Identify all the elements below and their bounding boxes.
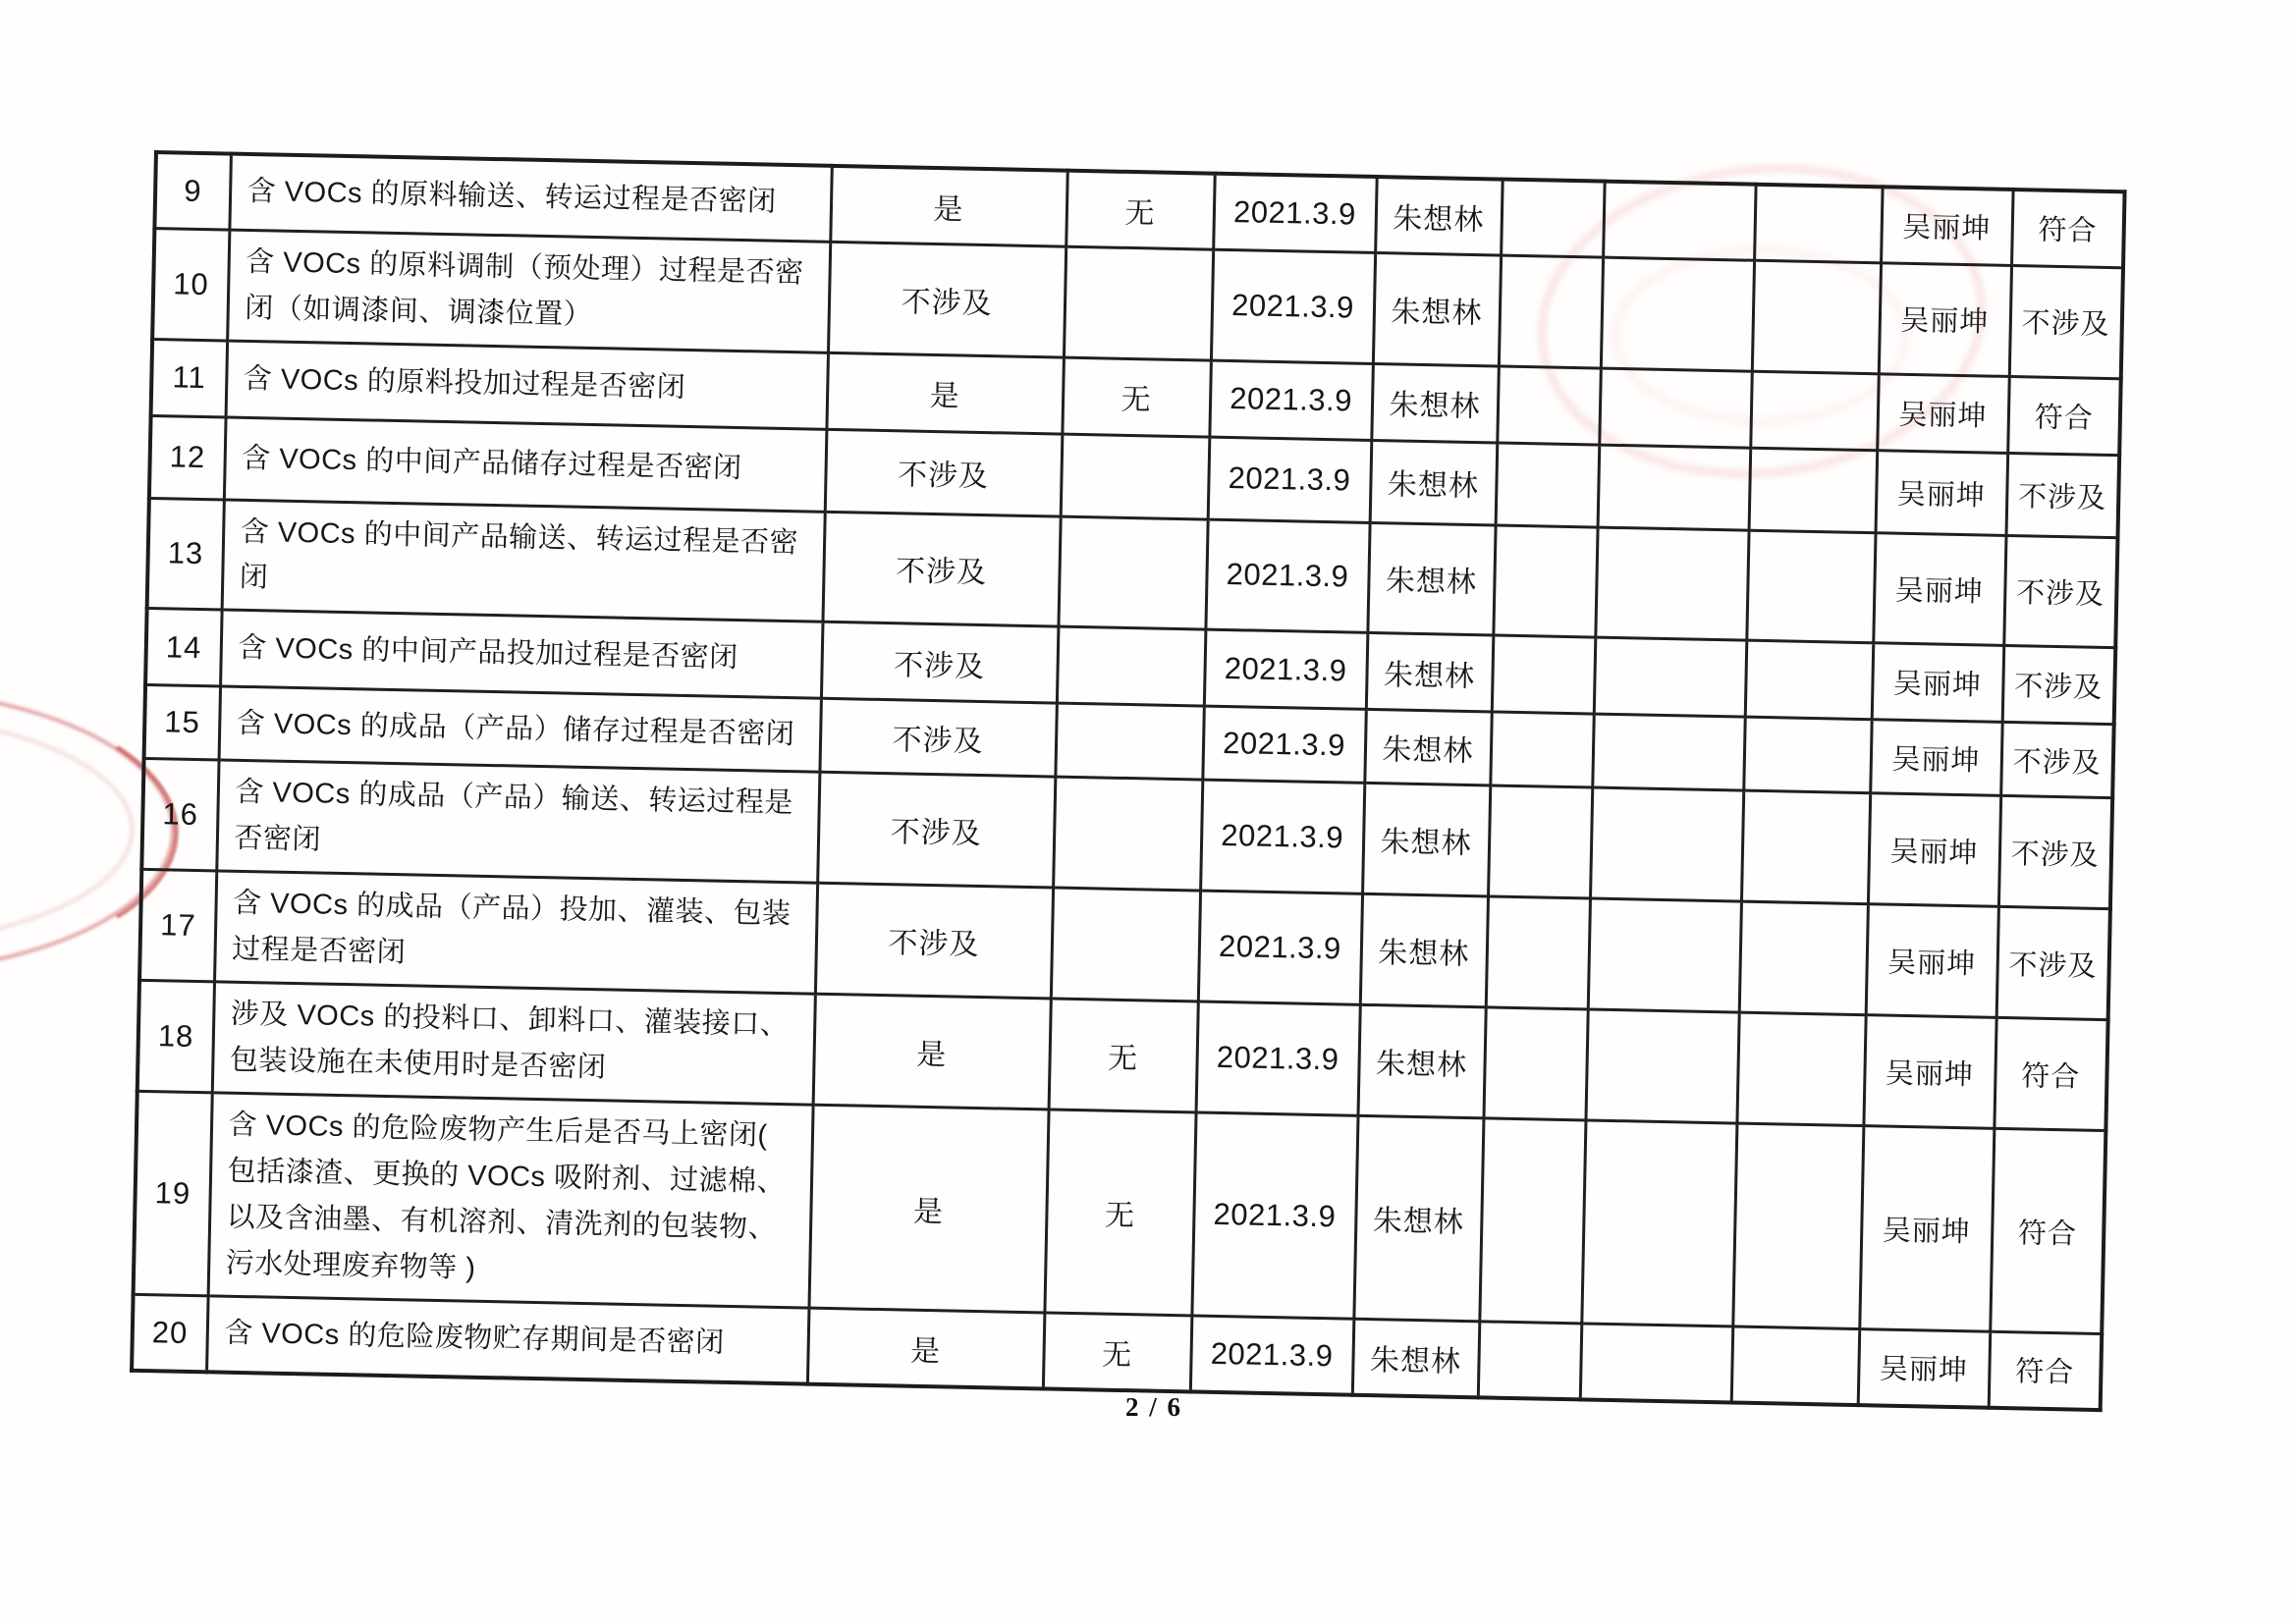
table-row	[134, 1092, 2106, 1334]
question-cell: 涉及 VOCs 的投料口、卸料口、灌装接口、包装设施在未使用时是否密闭	[212, 982, 815, 1105]
date-cell: 2021.3.9	[1209, 360, 1373, 440]
issue-cell	[1051, 888, 1200, 1001]
question-cell: 含 VOCs 的中间产品投加过程是否密闭	[220, 610, 822, 698]
empty-cell-1	[1488, 785, 1592, 898]
issue-cell	[1053, 777, 1202, 891]
result-cell: 符合	[1990, 1129, 2105, 1334]
question-cell: 含 VOCs 的成品（产品）储存过程是否密闭	[219, 686, 821, 772]
reviewer-cell: 吴丽坤	[1866, 904, 1998, 1018]
date-cell: 2021.3.9	[1205, 519, 1369, 633]
question-cell: 含 VOCs 的中间产品储存过程是否密闭	[224, 417, 827, 512]
reviewer-cell: 吴丽坤	[1870, 720, 2001, 796]
row-number-cell: 9	[154, 152, 231, 230]
result-cell: 符合	[1994, 1018, 2107, 1131]
empty-cell-2	[1590, 787, 1743, 901]
answer-cell: 不涉及	[817, 773, 1055, 889]
result-cell: 不涉及	[1996, 907, 2110, 1020]
question-cell: 含 VOCs 的危险废物贮存期间是否密闭	[206, 1296, 808, 1383]
inspector-cell: 朱想林	[1353, 1116, 1483, 1322]
empty-cell-1	[1501, 180, 1605, 257]
result-cell: 不涉及	[2000, 723, 2113, 798]
issue-cell	[1061, 434, 1210, 519]
issue-cell	[1055, 703, 1203, 780]
reviewer-cell: 吴丽坤	[1873, 532, 2005, 646]
empty-cell-3	[1731, 1326, 1860, 1405]
result-cell: 不涉及	[2006, 453, 2120, 537]
row-number-cell: 12	[149, 415, 226, 500]
question-cell: 含 VOCs 的原料调制（预处理）过程是否密闭（如调漆间、调漆位置）	[227, 230, 830, 352]
question-cell: 含 VOCs 的原料投加过程是否密闭	[226, 341, 828, 429]
empty-cell-1	[1499, 255, 1603, 368]
empty-cell-2	[1599, 368, 1752, 448]
empty-cell-3	[1736, 1012, 1865, 1126]
result-cell: 符合	[2007, 376, 2121, 455]
empty-cell-1	[1483, 1007, 1587, 1120]
inspector-cell: 朱想林	[1362, 784, 1490, 896]
date-cell: 2021.3.9	[1208, 437, 1372, 522]
answer-cell: 是	[830, 166, 1066, 246]
reviewer-cell: 吴丽坤	[1877, 373, 2009, 453]
page-number: 2 / 6	[1125, 1392, 1183, 1422]
issue-cell: 无	[1049, 999, 1198, 1112]
row-number-cell: 20	[132, 1294, 208, 1372]
result-cell: 不涉及	[1998, 796, 2112, 909]
empty-cell-1	[1490, 712, 1593, 787]
reviewer-cell: 吴丽坤	[1876, 450, 2008, 535]
empty-cell-2	[1601, 257, 1754, 371]
row-number-cell: 10	[152, 228, 229, 341]
issue-cell: 无	[1066, 171, 1215, 249]
question-cell: 含 VOCs 的中间产品输送、转运过程是否密闭	[222, 499, 825, 622]
inspector-cell: 朱想林	[1371, 363, 1499, 443]
issue-cell: 无	[1043, 1313, 1192, 1391]
answer-cell: 不涉及	[825, 429, 1063, 516]
question-cell: 含 VOCs 的危险废物产生后是否马上密闭( 包括漆渣、更换的 VOCs 吸附剂、过滤棉、以及含油墨、有机溶剂、清洗剂的包装物、污水处理废弃物等 )	[208, 1093, 813, 1308]
issue-cell	[1064, 246, 1213, 360]
answer-cell: 不涉及	[819, 699, 1056, 778]
empty-cell-3	[1741, 791, 1870, 905]
result-cell: 不涉及	[2003, 535, 2117, 648]
date-cell: 2021.3.9	[1202, 707, 1365, 784]
issue-cell	[1058, 516, 1207, 630]
answer-cell: 是	[813, 994, 1051, 1109]
inspector-cell: 朱想林	[1367, 522, 1495, 635]
reviewer-cell: 吴丽坤	[1868, 793, 2000, 907]
inspector-cell: 朱想林	[1364, 710, 1491, 786]
row-number-cell: 19	[134, 1092, 212, 1296]
empty-cell-1	[1486, 896, 1590, 1009]
empty-cell-3	[1745, 641, 1874, 721]
inspector-cell: 朱想林	[1366, 633, 1494, 713]
row-number-cell: 17	[139, 870, 216, 982]
issue-cell: 无	[1062, 357, 1211, 437]
empty-cell-2	[1594, 637, 1747, 717]
inspector-cell: 朱想林	[1373, 252, 1501, 366]
empty-cell-1	[1497, 366, 1601, 445]
row-number-cell: 13	[147, 498, 224, 610]
reviewer-cell: 吴丽坤	[1859, 1126, 1994, 1332]
row-number-cell: 11	[151, 339, 228, 417]
row-number-cell: 15	[144, 685, 220, 761]
inspector-cell: 朱想林	[1370, 440, 1498, 525]
issue-cell: 无	[1044, 1109, 1195, 1316]
result-cell: 不涉及	[2002, 646, 2116, 725]
empty-cell-1	[1492, 635, 1596, 714]
empty-cell-2	[1581, 1120, 1736, 1326]
date-cell: 2021.3.9	[1213, 174, 1377, 252]
question-cell: 含 VOCs 的原料输送、转运过程是否密闭	[229, 154, 831, 242]
result-cell: 符合	[2011, 189, 2125, 267]
empty-cell-2	[1580, 1324, 1733, 1402]
date-cell: 2021.3.9	[1198, 891, 1362, 1004]
issue-cell	[1057, 627, 1206, 707]
reviewer-cell: 吴丽坤	[1881, 187, 2013, 265]
result-cell: 不涉及	[2009, 265, 2123, 378]
empty-cell-2	[1585, 1009, 1738, 1123]
answer-cell: 是	[808, 1105, 1048, 1313]
empty-cell-3	[1752, 260, 1881, 374]
answer-cell: 不涉及	[821, 622, 1059, 704]
empty-cell-2	[1595, 527, 1748, 641]
date-cell: 2021.3.9	[1190, 1316, 1354, 1394]
date-cell: 2021.3.9	[1191, 1112, 1357, 1319]
reviewer-cell: 吴丽坤	[1872, 643, 2004, 723]
empty-cell-1	[1493, 524, 1597, 637]
question-cell: 含 VOCs 的成品（产品）输送、转运过程是否密闭	[216, 760, 819, 883]
answer-cell: 是	[807, 1308, 1044, 1388]
empty-cell-3	[1749, 448, 1878, 533]
inspector-cell: 朱想林	[1352, 1319, 1480, 1397]
row-number-cell: 16	[141, 759, 218, 871]
reviewer-cell: 吴丽坤	[1879, 262, 2011, 376]
empty-cell-3	[1750, 371, 1879, 451]
empty-cell-2	[1588, 898, 1741, 1012]
answer-cell: 是	[826, 352, 1064, 434]
empty-cell-3	[1739, 901, 1868, 1015]
inspector-cell: 朱想林	[1375, 177, 1503, 255]
date-cell: 2021.3.9	[1211, 249, 1375, 363]
reviewer-cell: 吴丽坤	[1858, 1329, 1991, 1408]
empty-cell-3	[1743, 718, 1871, 794]
red-stamp-fragment-left-inner	[0, 713, 134, 947]
empty-cell-1	[1496, 443, 1600, 527]
empty-cell-2	[1598, 445, 1751, 530]
empty-cell-1	[1479, 1118, 1585, 1324]
table	[130, 150, 2127, 1412]
row-number-cell: 18	[137, 981, 214, 1093]
date-cell: 2021.3.9	[1200, 780, 1364, 893]
date-cell: 2021.3.9	[1204, 630, 1368, 710]
question-cell: 含 VOCs 的成品（产品）投加、灌装、包装过程是否密闭	[214, 871, 817, 994]
empty-cell-2	[1603, 182, 1756, 260]
empty-cell-2	[1592, 714, 1744, 790]
answer-cell: 不涉及	[815, 884, 1053, 1000]
inspector-cell: 朱想林	[1360, 894, 1488, 1007]
result-cell: 符合	[1989, 1331, 2103, 1409]
empty-cell-1	[1478, 1322, 1582, 1399]
answer-cell: 不涉及	[822, 512, 1060, 627]
empty-cell-3	[1746, 530, 1875, 644]
row-number-cell: 14	[145, 609, 222, 687]
inspector-cell: 朱想林	[1358, 1005, 1486, 1118]
empty-cell-3	[1732, 1123, 1863, 1328]
answer-cell: 不涉及	[828, 242, 1066, 357]
reviewer-cell: 吴丽坤	[1863, 1015, 1995, 1129]
date-cell: 2021.3.9	[1196, 1001, 1360, 1115]
voc-inspection-table	[130, 150, 2127, 1412]
empty-cell-3	[1754, 185, 1883, 263]
